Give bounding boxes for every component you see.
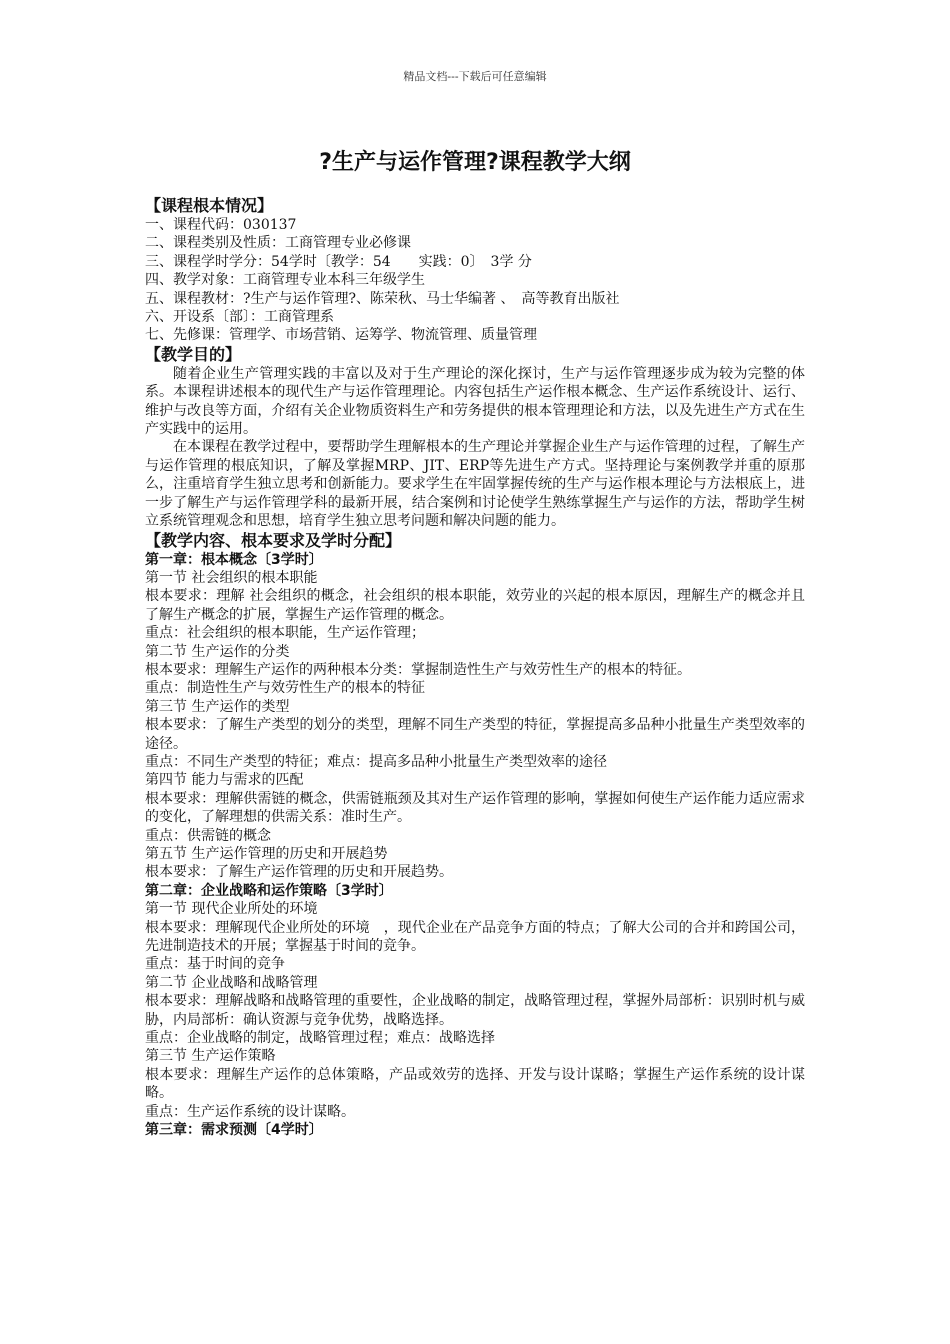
section-heading-purpose: 【教学目的】 (145, 344, 242, 364)
document-title: ?生产与运作管理?课程教学大纲 (319, 150, 631, 175)
chapter-line: 根本要求：理解生产运作的总体策略，产品或效劳的选择、开发与设计谋略；掌握生产运作系统的设计谋略。 (145, 1066, 805, 1102)
chapter-line: 重点：企业战略的制定，战略管理过程；难点：战略选择 (145, 1030, 495, 1047)
page-header: 精品文档---下载后可任意编辑 (403, 70, 547, 83)
section-heading-content: 【教学内容、根本要求及学时分配】 (145, 530, 402, 550)
chapter-line: 根本要求：了解生产类型的划分的类型，理解不同生产类型的特征，掌握提高多品种小批量生产类型效率的途径。 (145, 717, 805, 752)
chapter-line: 根本要求：理解供需链的概念，供需链瓶颈及其对生产运作管理的影响，掌握如何使生产运作能力适应需求的变化，了解理想的供需关系：准时生产。 (145, 790, 805, 826)
info-item: 四、教学对象：工商管理专业本科三年级学生 (145, 272, 425, 289)
chapter-line: 第一节 社会组织的根本职能 (145, 569, 318, 586)
chapter-line: 根本要求：理解 社会组织的概念，社会组织的根本职能，效劳业的兴起的根本原因，理解生产的概念并且了解生产概念的扩展，掌握生产运作管理的概念。 (145, 588, 805, 623)
chapter-line: 根本要求：理解现代企业所处的环境 ，现代企业在产品竞争方面的特点；了解大公司的合并和跨国公司，先进制造技术的开展；掌握基于时间的竞争。 (145, 919, 805, 955)
chapter-line: 第五节 生产运作管理的历史和开展趋势 (145, 846, 388, 862)
chapter-line: 根本要求：理解战略和战略管理的重要性，企业战略的制定，战略管理过程，掌握外局部析：识别时机与威胁，内局部析：确认资源与竞争优势，战略选择。 (145, 993, 805, 1028)
chapter-line: 第三节 生产运作的类型 (145, 698, 290, 715)
chapter-line: 第二节 企业战略和战略管理 (145, 974, 318, 991)
chapter-line: 根本要求：理解生产运作的两种根本分类：掌握制造性生产与效劳性生产的根本的特征。 (145, 661, 691, 678)
document-body (145, 196, 805, 1140)
info-item: 一、课程代码：030137 (145, 217, 297, 233)
info-item: 七、先修课：管理学、市场营销、运筹学、物流管理、质量管理 (145, 327, 537, 344)
info-item: 二、课程类别及性质：工商管理专业必修课 (145, 235, 411, 252)
purpose-paragraph: 在本课程在教学过程中，要帮助学生理解根本的生产理论并掌握企业生产与运作管理的过程，了解生产与运作管理的根底知识，了解及掌握MRP、JIT、ERP等先进生产方式。坚持理论与案例教学并重的原那么，注重培育学生独立思考和创新能力。要求学生在牢固掌握传统的生产与运作根本理论与方法根底上，进一步了解生产与运作管理学科的最新开展，结合案例和讨论使学生熟练掌握生产与运作的方法，帮助学生树立系统管理观念和思想，培育学生独立思考问题和解决问题的能力。 (145, 439, 805, 530)
chapter-line: 重点：基于时间的竞争 (145, 956, 285, 973)
section-heading-info: 【课程根本情况】 (145, 196, 274, 215)
chapter-line: 重点：不同生产类型的特征；难点：提高多品种小批量生产类型效率的途径 (145, 753, 607, 770)
purpose-paragraph: 随着企业生产管理实践的丰富以及对于生产理论的深化探讨，生产与运作管理逐步成为较为完整的体系。本课程讲述根本的现代生产与运作管理理论。内容包括生产运作根本概念、生产运作系统设计、运行、维护与改良等方面，介绍有关企业物质资料生产和劳务提供的根本管理理论和方法，以及先进生产方式在生产实践中的运用。 (145, 365, 805, 438)
chapter-line: 第三节 生产运作策略 (145, 1048, 276, 1065)
info-item: 五、课程教材：?生产与运作管理?、陈荣秋、马士华编著 、 高等教育出版社 (145, 290, 620, 307)
chapter-line: 根本要求：了解生产运作管理的历史和开展趋势。 (145, 864, 453, 881)
chapter-line: 重点：供需链的概念 (145, 827, 271, 844)
info-item: 六、开设系〔部〕：工商管理系 (145, 309, 334, 326)
chapter-line: 第四节 能力与需求的匹配 (145, 772, 304, 789)
chapter-line: 重点：制造性生产与效劳性生产的根本的特征 (145, 680, 425, 697)
chapter-line: 重点：生产运作系统的设计谋略。 (145, 1103, 355, 1120)
chapter-title: 第一章：根本概念〔3学时〕 (145, 551, 323, 568)
chapter-line: 重点：社会组织的根本职能，生产运作管理； (145, 625, 425, 642)
info-item: 三、课程学时学分：54学时〔教学：54 实践：0〕 3学 分 (145, 253, 532, 270)
chapter-line: 第一节 现代企业所处的环境 (145, 901, 318, 918)
chapter-line: 第二节 生产运作的分类 (145, 643, 290, 660)
chapter-title: 第三章：需求预测〔4学时〕 (145, 1122, 323, 1139)
chapter-title: 第二章：企业战略和运作策略〔3学时〕 (145, 882, 393, 899)
